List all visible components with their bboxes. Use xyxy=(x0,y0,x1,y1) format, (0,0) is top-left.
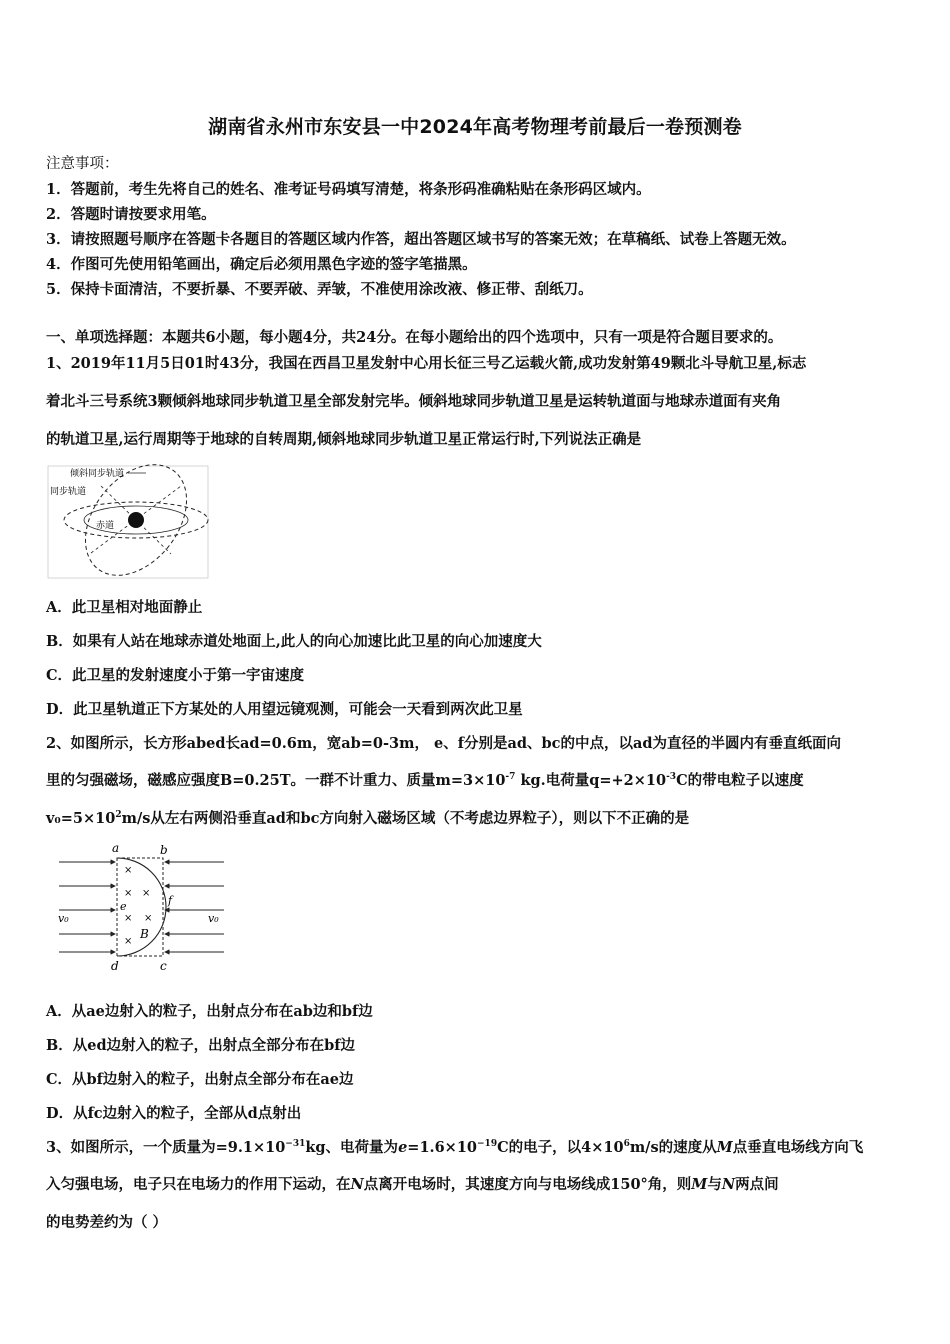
q3-l2-N2: N xyxy=(721,1176,736,1193)
q2-option-d: D．从fc边射入的粒子，全部从d点射出 xyxy=(46,1105,302,1122)
orbit-diagram xyxy=(46,458,216,583)
q3-l1-c: =1.6×10 xyxy=(407,1139,478,1156)
q2-line2-pre: 里的匀强磁场，磁感应强度B=0.25T。一群不计重力、质量m=3×10 xyxy=(46,772,506,789)
q3-l2-b: 点离开电场时，其速度方向与电场线成150°角，则 xyxy=(363,1176,692,1193)
label-c: c xyxy=(160,959,167,973)
notice-item-5: 5．保持卡面清洁，不要折暴、不要弄破、弄皱，不准使用涂改液、修正带、刮纸刀。 xyxy=(46,281,593,298)
field-cross: × xyxy=(124,865,133,876)
label-d: d xyxy=(111,959,119,973)
q1-option-a: A．此卫星相对地面静止 xyxy=(46,599,203,616)
q3-l1-a: 3、如图所示，一个质量为=9.1×10 xyxy=(46,1139,286,1156)
q1-option-c: C．此卫星的发射速度小于第一宇宙速度 xyxy=(46,667,305,684)
notice-item-3: 3．请按照题号顺序在答题卡各题目的答题区域内作答，超出答题区域书写的答案无效；在草稿纸、试卷上答题无效。 xyxy=(46,231,796,248)
section-heading: 一、单项选择题：本题共6小题，每小题4分，共24分。在每小题给出的四个选项中，只有一项是符合题目要求的。 xyxy=(46,329,783,346)
q3-text-line-2 xyxy=(46,1173,779,1194)
label-b: b xyxy=(160,843,168,857)
q3-text-line-1 xyxy=(46,1136,863,1157)
q3-l1-exp3: 6 xyxy=(623,1139,630,1150)
q3-l1-e: e xyxy=(398,1139,408,1156)
q2-line3-pre: v₀=5×10 xyxy=(46,810,116,827)
notice-heading: 注意事项： xyxy=(46,156,119,172)
magnetic-field-diagram xyxy=(54,840,234,975)
field-cross: × xyxy=(124,888,133,899)
notice-item-4: 4．作图可先使用铅笔画出，确定后必须用黑色字迹的签字笔描黑。 xyxy=(46,256,477,273)
q2-line2-exp1: -7 xyxy=(505,772,516,783)
label-e: e xyxy=(120,900,127,913)
notice-item-1: 1．答题前，考生先将自己的姓名、准考证号码填写清楚，将条形码准确粘贴在条形码区域内。 xyxy=(46,181,651,198)
q2-text-line-3 xyxy=(46,807,689,828)
label-v0-right: v₀ xyxy=(208,912,219,925)
label-equator: 赤道 xyxy=(96,521,115,531)
q2-option-c: C．从bf边射入的粒子，出射点全部分布在ae边 xyxy=(46,1071,354,1088)
q1-text-line-3: 的轨道卫星,运行周期等于地球的自转周期,倾斜地球同步轨道卫星正常运行时,下列说法正确是 xyxy=(46,431,642,448)
q1-option-b: B．如果有人站在地球赤道处地面上,此人的向心加速比此卫星的向心加速度大 xyxy=(46,633,542,650)
q2-line2-post: C的带电粒子以速度 xyxy=(676,772,804,789)
q3-l1-M: M xyxy=(716,1139,733,1156)
label-a: a xyxy=(112,841,120,855)
q1-text-line-2: 着北斗三号系统3颗倾斜地球同步轨道卫星全部发射完毕。倾斜地球同步轨道卫星是运转轨道面与地球赤道面有夹角 xyxy=(46,393,782,410)
q3-l1-exp2: −19 xyxy=(477,1139,498,1150)
field-cross: × xyxy=(124,936,133,947)
q2-option-a: A．从ae边射入的粒子，出射点分布在ab边和bf边 xyxy=(46,1003,373,1020)
q3-l1-b: kg、电荷量为 xyxy=(305,1139,399,1156)
q2-line2-exp2: -3 xyxy=(666,772,677,783)
q3-l1-d: C的电子，以4×10 xyxy=(497,1139,624,1156)
page-title: 湖南省永州市东安县一中2024年高考物理考前最后一卷预测卷 xyxy=(208,116,742,138)
label-B: B xyxy=(140,927,149,941)
label-sync-orbit: 同步轨道 xyxy=(50,487,87,497)
earth-icon xyxy=(128,512,144,528)
q2-option-b: B．从ed边射入的粒子，出射点全部分布在bf边 xyxy=(46,1037,355,1054)
label-v0-left: v₀ xyxy=(58,912,69,925)
figure-frame xyxy=(48,466,208,578)
q1-option-d: D．此卫星轨道正下方某处的人用望远镜观测，可能会一天看到两次此卫星 xyxy=(46,701,523,718)
field-cross: × xyxy=(124,913,133,924)
q2-text-line-2 xyxy=(46,769,804,790)
q3-l2-M: M xyxy=(691,1176,708,1193)
q3-l1-f: m/s的速度从 xyxy=(629,1139,717,1156)
field-cross: × xyxy=(144,913,153,924)
label-inclined-orbit: 倾斜同步轨道 xyxy=(70,469,125,479)
q3-l1-g: 点垂直电场线方向飞 xyxy=(732,1139,864,1156)
q2-line3-exp: 2 xyxy=(115,810,122,821)
q3-l1-exp1: −31 xyxy=(285,1139,306,1150)
q1-text-line-1: 1、2019年11月5日01时43分，我国在西昌卫星发射中心用长征三号乙运载火箭,成功发射第49颗北斗导航卫星,标志 xyxy=(46,355,807,372)
q2-line2-mid: kg.电荷量q=+2×10 xyxy=(515,772,667,789)
label-f: f xyxy=(168,894,173,907)
q2-text-line-1: 2、如图所示，长方形abed长ad=0.6m，宽ab=0-3m， e、f分别是ad、bc的中点，以ad为直径的半圆内有垂直纸面向 xyxy=(46,735,842,752)
notice-item-2: 2．答题时请按要求用笔。 xyxy=(46,206,216,223)
q3-l2-N: N xyxy=(350,1176,364,1193)
q3-l2-c: 与 xyxy=(707,1176,722,1193)
q2-line3-post: m/s从左右两侧沿垂直ad和bc方向射入磁场区域（不考虑边界粒子），则以下不正确的是 xyxy=(121,810,690,827)
q3-l2-d: 两点间 xyxy=(735,1176,779,1193)
q3-text-line-3: 的电势差约为（ ） xyxy=(46,1214,168,1231)
q3-l2-a: 入匀强电场，电子只在电场力的作用下运动，在 xyxy=(46,1176,351,1193)
field-cross: × xyxy=(142,888,151,899)
